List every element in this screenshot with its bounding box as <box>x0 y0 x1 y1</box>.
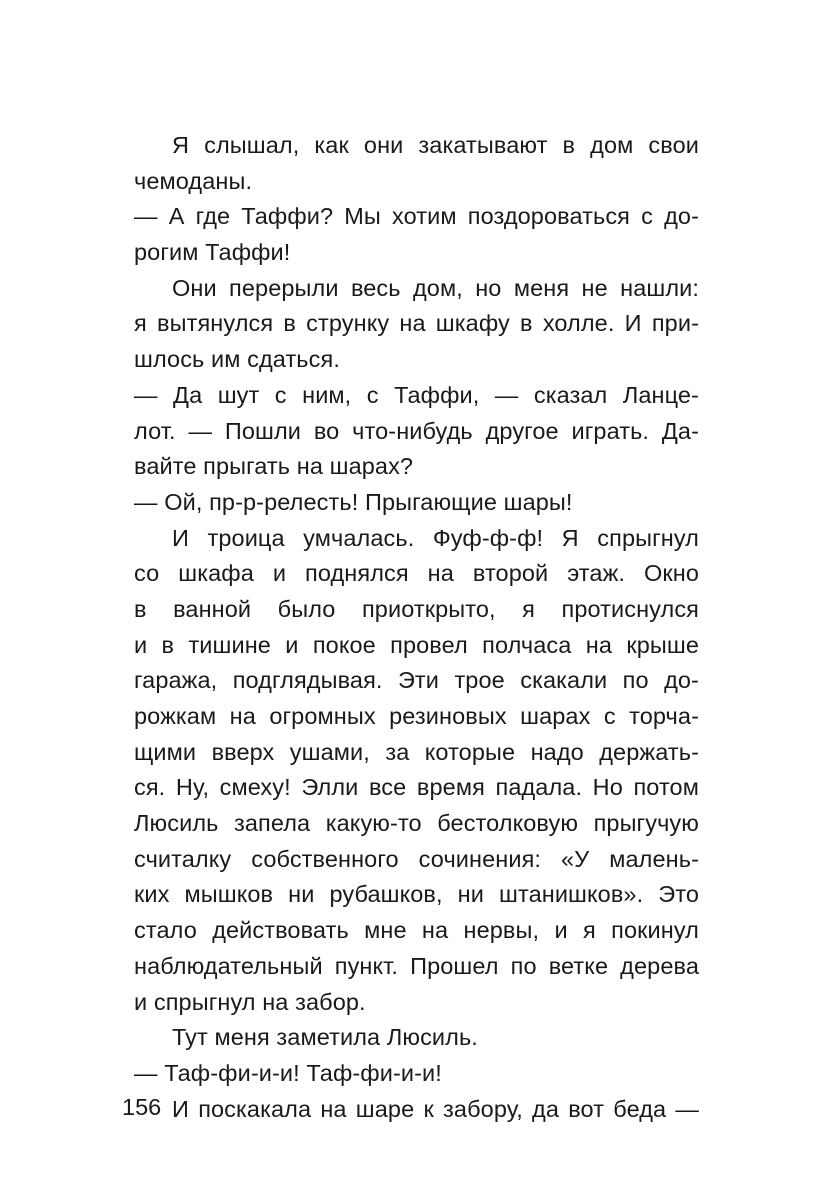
text-line: наблюдательный пункт. Прошел по ветке дерева <box>134 952 699 979</box>
text-line: ся. Ну, смеху! Элли все время падала. Но потом <box>134 774 699 801</box>
text-line: Люсиль запела какую-то бестолковую прыгучую <box>134 810 699 837</box>
text-line: — А где Таффи? Мы хотим поздороваться с до- <box>134 203 699 230</box>
text-line: — Да шут с ним, с Таффи, — сказал Ланце- <box>134 381 699 408</box>
text-line: стало действовать мне на нервы, и я покинул <box>134 917 699 944</box>
text-line: шлось им сдаться. <box>134 346 340 373</box>
text-line: И поскакала на шаре к забору, да вот беда — <box>172 1095 699 1122</box>
text-line: со шкафа и поднялся на второй этаж. Окно <box>134 560 699 587</box>
text-line: И троица умчалась. Фуф-ф-ф! Я спрыгнул <box>172 524 699 551</box>
page-body-text <box>134 128 699 1127</box>
text-line: рожкам на огромных резиновых шарах с торча- <box>134 703 699 729</box>
text-line: лот. — Пошли во что-нибудь другое играть. Да- <box>134 417 699 444</box>
text-line: рогим Таффи! <box>134 239 291 266</box>
text-line: гаража, подглядывая. Эти трое скакали по до- <box>134 667 699 694</box>
text-line: Я слышал, как они закатывают в дом свои <box>172 132 699 158</box>
text-line: вайте прыгать на шарах? <box>134 453 414 480</box>
text-line: и в тишине и покое провел полчаса на крыше <box>134 631 699 658</box>
text-line: — Ой, пр-р-релесть! Прыгающие шары! <box>134 488 573 515</box>
text-line: — Таф-фи-и-и! Таф-фи-и-и! <box>134 1059 442 1086</box>
text-line: считалку собственного сочинения: «У малень- <box>134 845 699 872</box>
text-line: щими вверх ушами, за которые надо держать- <box>134 738 699 765</box>
text-line: и спрыгнул на забор. <box>134 988 366 1015</box>
text-line: чемоданы. <box>134 167 253 194</box>
text-line: я вытянулся в струнку на шкафу в холле. И при- <box>134 310 699 337</box>
text-line: Они перерыли весь дом, но меня не нашли: <box>172 274 699 301</box>
page-number: 156 <box>122 1094 162 1120</box>
text-line: в ванной было приоткрыто, я протиснулся <box>134 595 699 622</box>
text-line: ких мышков ни рубашков, ни штанишков». Это <box>134 881 699 908</box>
text-line: Тут меня заметила Люсиль. <box>172 1024 478 1051</box>
